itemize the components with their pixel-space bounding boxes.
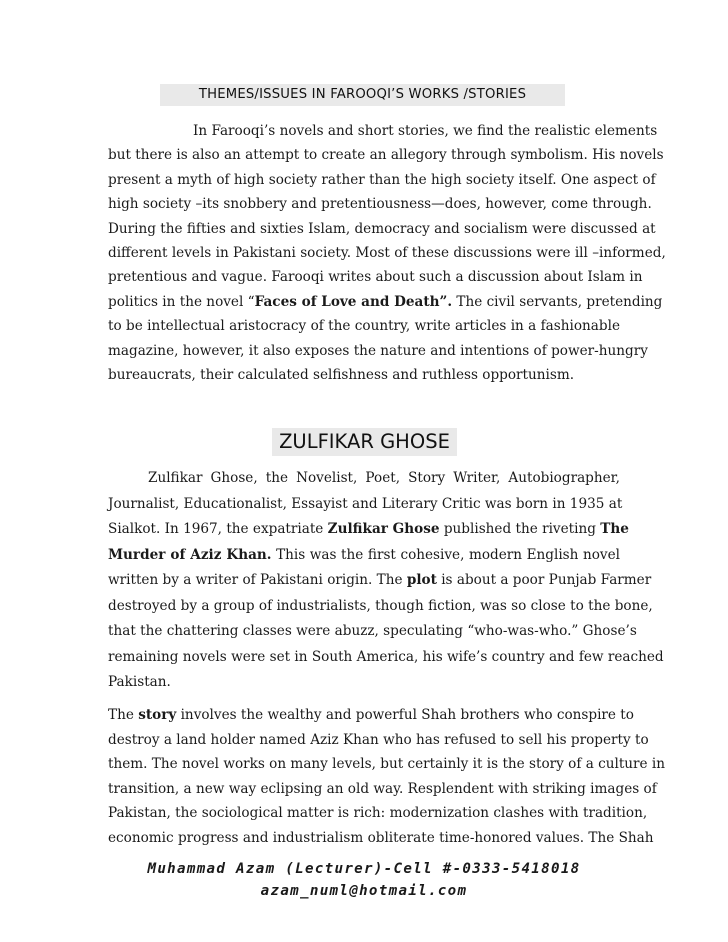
text-segment: This was the first cohesive, modern English novel: [271, 546, 620, 563]
text-line: In Farooqi’s novels and short stories, we find the realistic elements: [193, 123, 658, 139]
text-line: remaining novels were set in South America, his wife’s country and few reached: [108, 648, 664, 665]
text-line: Pakistan, the sociological matter is rich: modernization clashes with tradition,: [108, 805, 648, 822]
text-segment: The civil servants, pretending: [452, 293, 663, 310]
text-line: Pakistan.: [108, 674, 171, 690]
text-segment: The: [108, 707, 139, 723]
text-line: [108, 703, 634, 728]
section-heading-zulfikar-ghose: ZULFIKAR GHOSE: [272, 428, 457, 456]
bold-text: Zulfikar Ghose: [327, 521, 440, 537]
text-line: high society –its snobbery and pretentiousness—does, however, come through.: [108, 196, 652, 213]
text-line: During the fifties and sixties Islam, democracy and socialism were discussed at: [108, 220, 656, 237]
text-segment: politics in the novel “: [108, 293, 255, 310]
text-line: to be intellectual aristocracy of the country, write articles in a fashionable: [108, 318, 620, 335]
text-line: destroyed by a group of industrialists, though fiction, was so close to the bone,: [108, 597, 653, 614]
text-line: transition, a new way eclipsing an old way. Resplendent with striking images of: [108, 780, 657, 797]
paragraph-ghose-story: [108, 703, 666, 851]
text-line: economic progress and industrialism obliterate time-honored values. The Shah: [108, 829, 654, 846]
text-line: [108, 290, 663, 314]
bold-text: story: [138, 707, 177, 723]
text-segment: is about a poor Punjab Farmer: [436, 572, 652, 588]
text-line: different levels in Pakistani society. Most of these discussions were ill –informed,: [108, 245, 666, 262]
text-segment: involves the wealthy and powerful Shah brothers who conspire to: [176, 707, 634, 723]
text-line: bureaucrats, their calculated selfishness and ruthless opportunism.: [108, 367, 575, 384]
text-line: but there is also an attempt to create an allegory through symbolism. His novels: [108, 147, 664, 164]
bold-text: plot: [406, 572, 437, 588]
footer-email: azam_numl@hotmail.com: [260, 883, 468, 899]
text-line: destroy a land holder named Aziz Khan who has refused to sell his property to: [108, 731, 649, 748]
text-line: [108, 568, 652, 594]
text-line: magazine, however, it also exposes the nature and intentions of power-hungry: [108, 342, 648, 359]
footer-author-contact: Muhammad Azam (Lecturer)-Cell #-0333-5418018: [147, 861, 581, 877]
bold-text: The: [600, 521, 629, 537]
paragraph-ghose-bio: [108, 466, 664, 696]
text-line: [108, 543, 620, 569]
text-segment: Sialkot. In 1967, the expatriate: [108, 521, 328, 537]
page-footer: [108, 858, 620, 902]
text-segment: published the riveting: [439, 521, 601, 537]
text-line: Zulfikar Ghose, the Novelist, Poet, Story Writer, Autobiographer,: [148, 470, 620, 486]
text-line: [108, 517, 629, 543]
text-line: Journalist, Educationalist, Essayist and Literary Critic was born in 1935 at: [108, 495, 623, 512]
text-line: present a myth of high society rather than the high society itself. One aspect of: [108, 171, 656, 188]
paragraph-farooqi-themes: [108, 119, 666, 387]
bold-text: Faces of Love and Death”.: [254, 293, 453, 310]
text-line: pretentious and vague. Farooqi writes about such a discussion about Islam in: [108, 269, 643, 286]
text-line: them. The novel works on many levels, but certainly it is the story of a culture in: [108, 756, 666, 773]
text-line: that the chattering classes were abuzz, speculating “who-was-who.” Ghose’s: [108, 623, 637, 639]
section-heading-themes: THEMES/ISSUES IN FAROOQI’S WORKS /STORIES: [160, 84, 565, 106]
bold-text: Murder of Aziz Khan.: [108, 546, 272, 563]
text-segment: written by a writer of Pakistani origin. The: [108, 572, 407, 588]
